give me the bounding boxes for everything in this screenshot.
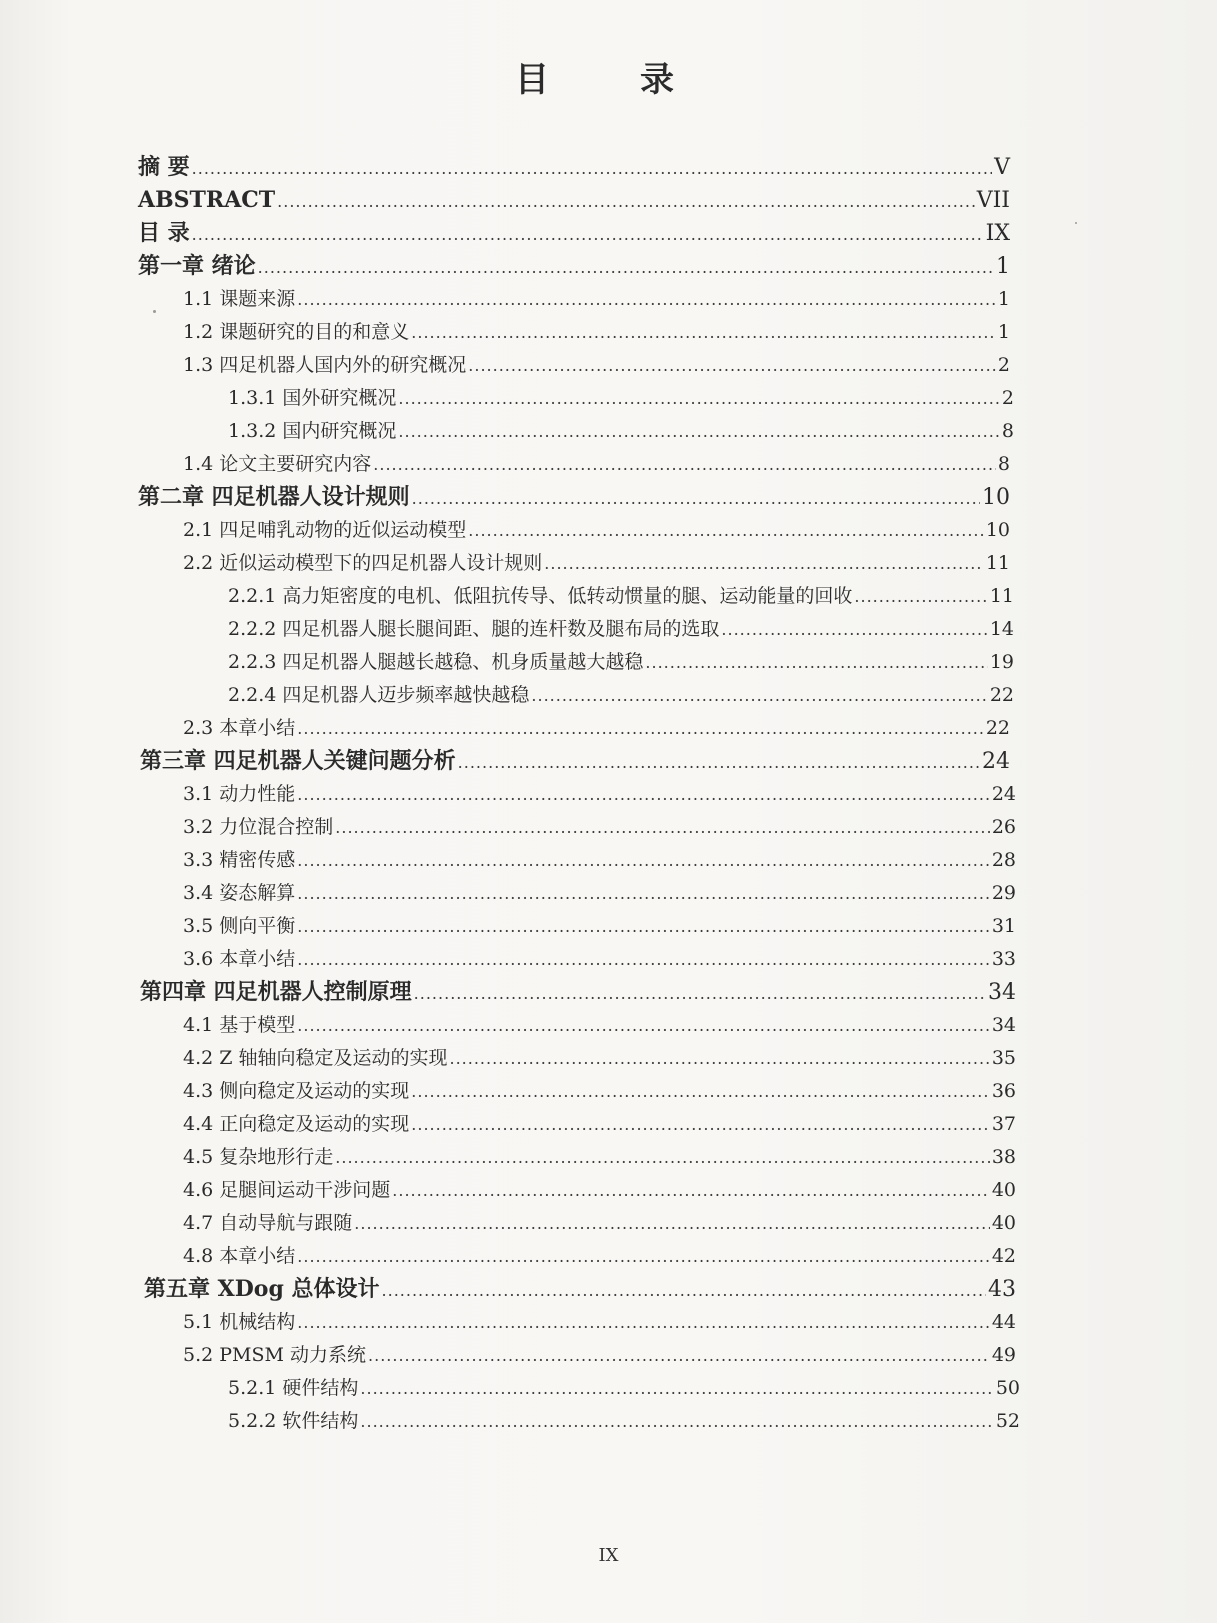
toc-entry <box>183 876 1016 910</box>
toc-entry-page: 26 <box>991 816 1016 838</box>
toc-entry-title: 5.2.2 软件结构 <box>228 1410 359 1432</box>
dot-leader <box>335 811 990 845</box>
toc-entry <box>228 678 1014 712</box>
dot-leader <box>354 1207 990 1241</box>
toc-entry <box>183 1140 1016 1174</box>
toc-entry-page: 1 <box>996 254 1010 279</box>
dot-leader <box>531 679 987 713</box>
toc-entry <box>228 579 1014 613</box>
toc-entry-title: 4.3 侧向稳定及运动的实现 <box>183 1080 410 1102</box>
toc-entry-page: 1 <box>997 288 1010 310</box>
dot-leader <box>297 910 990 944</box>
toc-entry <box>183 777 1016 811</box>
toc-entry-page: 10 <box>985 519 1010 541</box>
toc-entry <box>183 315 1010 349</box>
toc-entry <box>228 414 1014 448</box>
toc-entry <box>183 348 1010 382</box>
dot-leader <box>411 316 996 350</box>
toc-entry-title: 3.3 精密传感 <box>183 849 296 871</box>
dot-leader <box>360 1405 993 1439</box>
toc-entry-page: 42 <box>991 1245 1016 1267</box>
toc-entry-page: 8 <box>997 453 1010 475</box>
toc-entry-title: 摘 要 <box>138 154 190 180</box>
toc-entry <box>140 975 1016 1009</box>
toc-entry <box>183 1074 1016 1108</box>
toc-entry <box>228 645 1014 679</box>
toc-entry <box>144 1272 1016 1306</box>
toc-entry-title: 第二章 四足机器人设计规则 <box>138 484 410 510</box>
dot-leader <box>645 646 987 680</box>
toc-entry <box>183 513 1010 547</box>
toc-entry-title: 3.5 侧向平衡 <box>183 915 296 937</box>
toc-entry-title: 第四章 四足机器人控制原理 <box>140 979 412 1005</box>
toc-entry-page: 50 <box>995 1377 1020 1399</box>
toc-entry-page: 28 <box>991 849 1016 871</box>
dot-leader <box>297 712 984 746</box>
toc-entry-title: 2.2.4 四足机器人迈步频率越快越稳 <box>228 684 530 706</box>
toc-entry-title: 2.2.3 四足机器人腿越长越稳、机身质量越大越稳 <box>228 651 644 673</box>
dot-leader <box>544 547 984 581</box>
dot-leader <box>468 514 984 548</box>
toc-entry-title: 1.3.1 国外研究概况 <box>228 387 397 409</box>
toc-entry-page: 2 <box>997 354 1010 376</box>
toc-entry-title: 3.2 力位混合控制 <box>183 816 334 838</box>
toc-entry-page: 36 <box>991 1080 1016 1102</box>
toc-entry-page: 10 <box>982 485 1010 510</box>
dot-leader <box>297 844 990 878</box>
toc-entry-page: 22 <box>985 717 1010 739</box>
dot-leader <box>192 152 992 186</box>
toc-entry-title: 4.1 基于模型 <box>183 1014 296 1036</box>
toc-entry <box>138 150 1010 184</box>
toc-entry <box>183 711 1010 745</box>
title-char-2: 录 <box>640 60 675 100</box>
toc-entry-page: 14 <box>989 618 1014 640</box>
toc-entry <box>183 1206 1016 1240</box>
toc-entry-page: 11 <box>985 552 1010 574</box>
toc-entry <box>138 249 1010 283</box>
toc-entry <box>183 942 1016 976</box>
toc-entry <box>183 447 1010 481</box>
toc-entry <box>138 216 1010 250</box>
toc-entry-page: 43 <box>988 1277 1016 1302</box>
toc-entry-title: 1.1 课题来源 <box>183 288 296 310</box>
toc-entry-title: 4.6 足腿间运动干涉问题 <box>183 1179 391 1201</box>
toc-entry-page: 37 <box>991 1113 1016 1135</box>
dot-leader <box>412 482 980 516</box>
toc-entry-page: 8 <box>1001 420 1014 442</box>
toc-entry-page: 33 <box>991 948 1016 970</box>
toc-entry-title: 4.2 Z 轴轴向稳定及运动的实现 <box>183 1047 448 1069</box>
toc-entry <box>183 282 1010 316</box>
toc-entry-page: 40 <box>991 1179 1016 1201</box>
dot-leader <box>297 1240 990 1274</box>
toc-entry-title: 5.2 PMSM 动力系统 <box>183 1344 367 1366</box>
dot-leader <box>458 746 980 780</box>
toc-entry <box>228 1371 1020 1405</box>
toc-entry <box>183 1338 1016 1372</box>
toc-entry-title: ABSTRACT <box>138 187 276 213</box>
toc-entry-page: 11 <box>989 585 1014 607</box>
toc-entry-page: V <box>994 155 1010 180</box>
toc-entry-title: 3.4 姿态解算 <box>183 882 296 904</box>
dot-leader <box>411 1075 990 1109</box>
toc-entry <box>183 1173 1016 1207</box>
toc-entry-title: 4.4 正向稳定及运动的实现 <box>183 1113 410 1135</box>
toc-entry-title: 第一章 绪论 <box>138 253 256 279</box>
toc-entry <box>183 810 1016 844</box>
dot-leader <box>854 580 987 614</box>
toc-entry-page: 34 <box>991 1014 1016 1036</box>
toc-entry-page: 29 <box>991 882 1016 904</box>
toc-entry-title: 1.2 课题研究的目的和意义 <box>183 321 410 343</box>
toc-entry-page: 1 <box>997 321 1010 343</box>
scan-speck <box>153 310 156 313</box>
toc-entry-title: 5.1 机械结构 <box>183 1311 296 1333</box>
toc-entry-title: 4.7 自动导航与跟随 <box>183 1212 353 1234</box>
toc-entry-title: 2.3 本章小结 <box>183 717 296 739</box>
toc-entry <box>228 381 1014 415</box>
dot-leader <box>277 185 975 219</box>
dot-leader <box>368 1339 990 1373</box>
dot-leader <box>414 977 986 1011</box>
dot-leader <box>297 778 990 812</box>
toc-entry-title: 目 录 <box>138 220 190 246</box>
toc-entry <box>138 183 1010 217</box>
toc-entry-page: 2 <box>1001 387 1014 409</box>
dot-leader <box>382 1274 986 1308</box>
dot-leader <box>297 283 996 317</box>
toc-entry-page: 40 <box>991 1212 1016 1234</box>
toc-entry <box>183 909 1016 943</box>
toc-entry-title: 2.1 四足哺乳动物的近似运动模型 <box>183 519 467 541</box>
title-char-1: 目 <box>515 60 550 100</box>
toc-entry-page: 34 <box>988 980 1016 1005</box>
toc-entry-title: 4.5 复杂地形行走 <box>183 1146 334 1168</box>
dot-leader <box>297 1009 990 1043</box>
toc-entry-page: 52 <box>995 1410 1020 1432</box>
page-number-footer: IX <box>598 1545 619 1566</box>
dot-leader <box>335 1141 990 1175</box>
dot-leader <box>258 251 994 285</box>
toc-entry-title: 1.3.2 国内研究概况 <box>228 420 397 442</box>
toc-entry <box>140 744 1010 778</box>
dot-leader <box>297 877 990 911</box>
toc-entry-title: 1.3 四足机器人国内外的研究概况 <box>183 354 467 376</box>
dot-leader <box>450 1042 990 1076</box>
dot-leader <box>192 218 984 252</box>
dot-leader <box>468 349 996 383</box>
toc-entry <box>228 612 1014 646</box>
toc-entry <box>183 1041 1016 1075</box>
toc-entry-title: 2.2.2 四足机器人腿长腿间距、腿的连杆数及腿布局的选取 <box>228 618 720 640</box>
toc-entry-page: 35 <box>991 1047 1016 1069</box>
toc-entry <box>183 1305 1016 1339</box>
dot-leader <box>360 1372 993 1406</box>
toc-entry-title: 4.8 本章小结 <box>183 1245 296 1267</box>
toc-entry-page: 24 <box>991 783 1016 805</box>
dot-leader <box>411 1108 990 1142</box>
toc-entry-title: 3.1 动力性能 <box>183 783 296 805</box>
toc-entry-page: 19 <box>989 651 1014 673</box>
dot-leader <box>373 448 996 482</box>
toc-entry <box>228 1404 1020 1438</box>
toc-entry <box>183 1239 1016 1273</box>
toc-entry-page: 38 <box>991 1146 1016 1168</box>
toc-entry <box>183 546 1010 580</box>
dot-leader <box>721 613 987 647</box>
toc-entry-page: 24 <box>982 749 1010 774</box>
toc-entry-title: 第五章 XDog 总体设计 <box>144 1276 380 1302</box>
toc-entry <box>183 1008 1016 1042</box>
toc-entry-title: 2.2 近似运动模型下的四足机器人设计规则 <box>183 552 543 574</box>
toc-entry-page: VII <box>976 188 1010 213</box>
dot-leader <box>398 382 1000 416</box>
toc-entry-page: 22 <box>989 684 1014 706</box>
toc-entry-page: 49 <box>991 1344 1016 1366</box>
dot-leader <box>297 1306 990 1340</box>
toc-entry-title: 第三章 四足机器人关键问题分析 <box>140 748 456 774</box>
scan-speck <box>1075 222 1077 224</box>
toc-entry-title: 2.2.1 高力矩密度的电机、低阻抗传导、低转动惯量的腿、运动能量的回收 <box>228 585 853 607</box>
dot-leader <box>392 1174 990 1208</box>
toc-entry-page: 31 <box>991 915 1016 937</box>
toc-entry-title: 5.2.1 硬件结构 <box>228 1377 359 1399</box>
page-title <box>0 52 1190 101</box>
toc-entry-page: 44 <box>991 1311 1016 1333</box>
dot-leader <box>398 415 1000 449</box>
dot-leader <box>297 943 990 977</box>
toc-entry <box>138 480 1010 514</box>
toc-entry-page: IX <box>985 221 1010 246</box>
toc-entry <box>183 843 1016 877</box>
toc-entry <box>183 1107 1016 1141</box>
toc-entry-title: 3.6 本章小结 <box>183 948 296 970</box>
toc-entry-title: 1.4 论文主要研究内容 <box>183 453 372 475</box>
